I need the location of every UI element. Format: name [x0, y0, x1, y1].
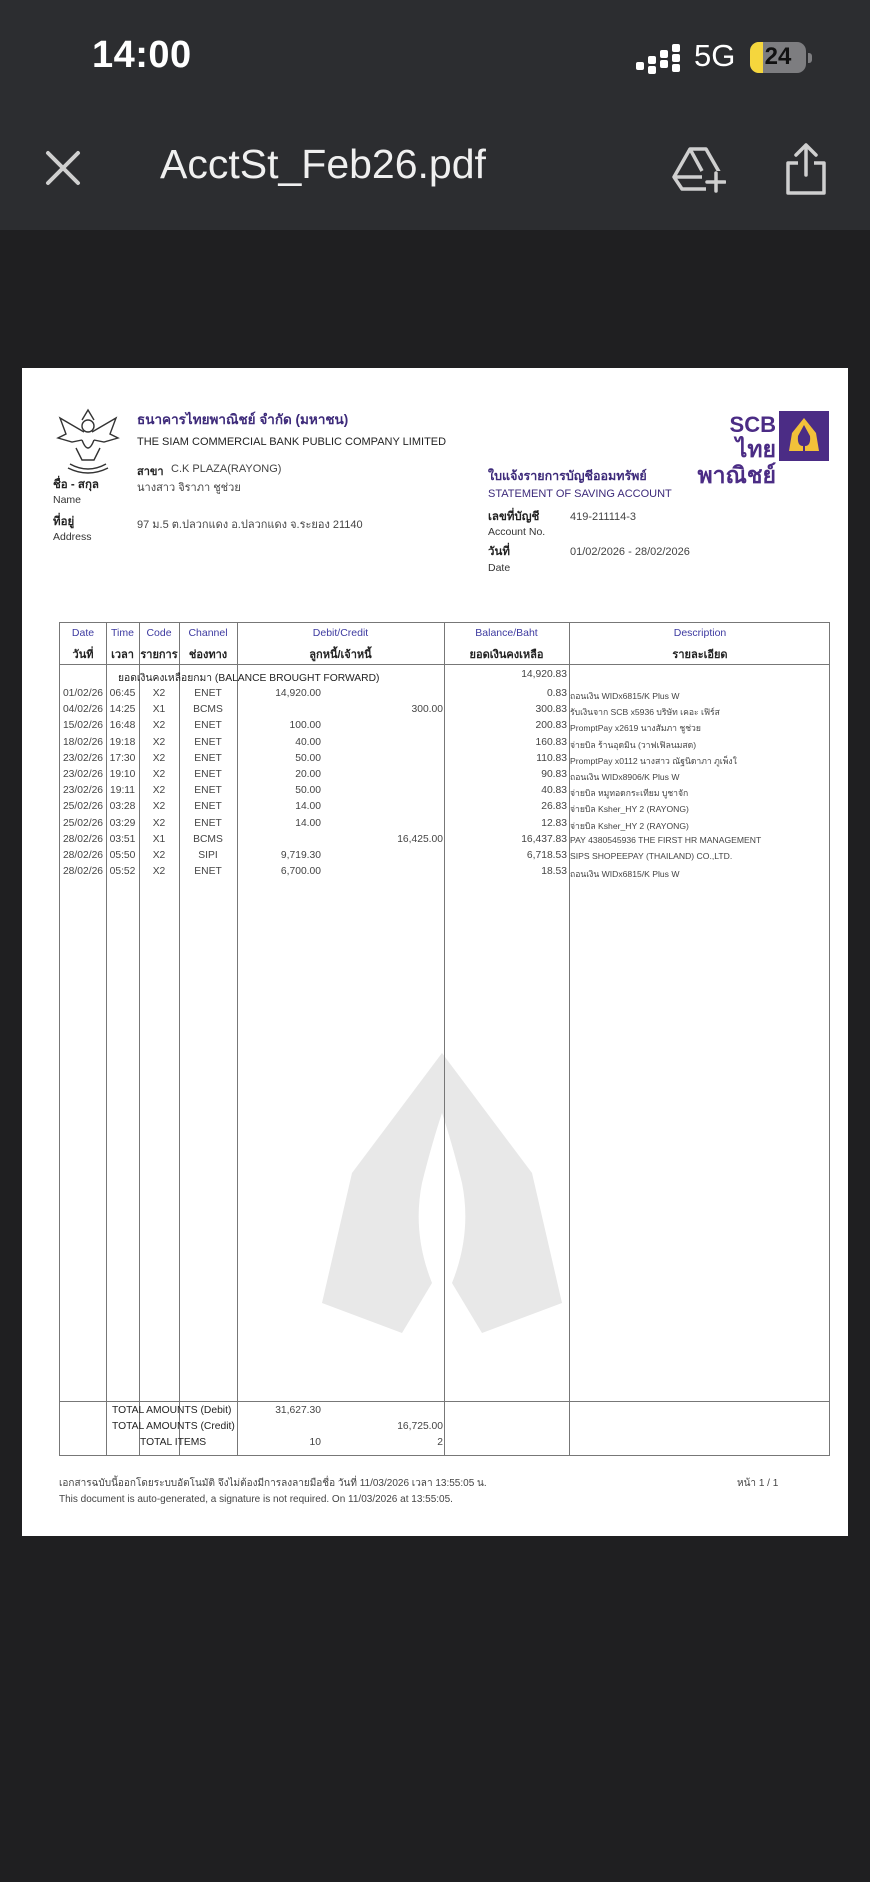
row-debit: 14.00 — [295, 817, 321, 829]
row-channel: ENET — [194, 817, 222, 829]
row-debit: 50.00 — [295, 752, 321, 764]
col-header-channel: Channel — [188, 627, 228, 639]
row-description: PromptPay x2619 นางสัมภา ชูช่วย — [570, 723, 701, 734]
row-time: 05:50 — [109, 850, 136, 861]
battery-icon — [750, 42, 806, 73]
col-header-date-th: วันที่ — [72, 649, 94, 661]
date-label-english: Date — [488, 562, 511, 574]
row-credit: 300.00 — [411, 704, 443, 716]
row-debit: 50.00 — [295, 785, 321, 797]
row-debit: 9,719.30 — [280, 850, 321, 861]
total-credit-label: TOTAL AMOUNTS (Credit) — [112, 1421, 235, 1432]
row-code: X2 — [152, 850, 166, 861]
total-items-credit: 2 — [437, 1437, 443, 1448]
row-description: ถอนเงิน WIDx6815/K Plus W — [570, 869, 680, 880]
row-channel: ENET — [194, 866, 222, 878]
row-date: 28/02/26 — [62, 833, 104, 845]
row-balance: 40.83 — [541, 785, 567, 797]
branch-value: C.K PLAZA(RAYONG) — [171, 463, 282, 475]
share-icon[interactable] — [784, 141, 828, 197]
row-channel: BCMS — [193, 704, 223, 716]
row-date: 18/02/26 — [62, 736, 104, 748]
file-name: AcctSt_Feb26.pdf — [160, 141, 486, 187]
row-channel: SIPI — [198, 850, 218, 861]
row-balance: 300.83 — [535, 704, 567, 716]
row-time: 16:48 — [109, 720, 136, 732]
row-balance: 110.83 — [536, 752, 567, 764]
row-debit: 100.00 — [289, 720, 321, 732]
account-label-thai: เลขที่บัญชี — [488, 511, 540, 523]
col-header-description-th: รายละเอียด — [672, 649, 728, 661]
row-time: 03:28 — [109, 801, 136, 813]
total-credit-amount: 16,725.00 — [397, 1421, 443, 1432]
network-type: 5G — [694, 38, 736, 73]
row-description: PAY 4380545936 THE FIRST HR MANAGEMENT — [570, 834, 762, 845]
footer-note-thai: เอกสารฉบับนี้ออกโดยระบบอัตโนมัติ จึงไม่ต้องมีการลงลายมือชื่อ วันที่ 11/03/2026 เวลา 13:55:05 น. — [59, 1478, 487, 1489]
row-debit: 40.00 — [295, 736, 321, 748]
battery-level: 24 — [764, 43, 792, 70]
scb-logo-icon — [779, 411, 829, 461]
battery-tip — [808, 53, 812, 63]
row-date: 25/02/26 — [62, 817, 104, 829]
row-date: 28/02/26 — [62, 866, 104, 878]
address-label-thai: ที่อยู่ — [53, 516, 75, 528]
row-description: จ่ายบิล ร้านอุดมิน (วาฟเฟิลนมสด) — [570, 739, 697, 750]
account-label-english: Account No. — [488, 526, 546, 538]
row-channel: ENET — [194, 736, 222, 748]
col-header-debit-credit: Debit/Credit — [312, 627, 369, 639]
brought-forward-amount: 14,920.83 — [521, 669, 567, 680]
row-description: จ่ายบิล Ksher_HY 2 (RAYONG) — [570, 820, 689, 831]
row-channel: ENET — [194, 688, 222, 699]
row-time: 19:11 — [109, 785, 135, 797]
brought-forward-label: ยอดเงินคงเหลือยกมา (BALANCE BROUGHT FORWARD) — [118, 673, 380, 684]
totals-divider — [60, 1401, 829, 1402]
row-balance: 160.83 — [535, 736, 567, 748]
row-date: 23/02/26 — [62, 785, 104, 797]
bank-name-thai: ธนาคารไทยพาณิชย์ จำกัด (มหาชน) — [137, 412, 349, 427]
row-balance: 6,718.53 — [526, 850, 567, 861]
account-number: 419-211114-3 — [570, 511, 637, 523]
customer-address: 97 ม.5 ต.ปลวกแดง อ.ปลวกแดง จ.ระยอง 21140 — [137, 519, 363, 531]
bank-name-english: THE SIAM COMMERCIAL BANK PUBLIC COMPANY LIMITED — [137, 436, 447, 448]
row-code: X2 — [152, 801, 166, 813]
row-code: X2 — [152, 720, 166, 732]
col-header-balance-th: ยอดเงินคงเหลือ — [469, 649, 544, 661]
page-number: หน้า 1 / 1 — [737, 1478, 779, 1489]
row-time: 03:29 — [109, 817, 136, 829]
statement-period: 01/02/2026 - 28/02/2026 — [570, 546, 690, 558]
row-code: X2 — [152, 752, 166, 764]
footer-note-english: This document is auto-generated, a signature is not required. On 11/03/2026 at 13:55:05. — [59, 1494, 453, 1505]
total-items-debit: 10 — [309, 1437, 321, 1448]
col-header-code: Code — [146, 627, 172, 639]
col-divider — [106, 623, 107, 1455]
total-items-label: TOTAL ITEMS — [140, 1437, 207, 1448]
row-balance: 200.83 — [535, 720, 567, 732]
logo-text-en: SCB — [729, 412, 776, 437]
row-channel: ENET — [194, 752, 222, 764]
row-time: 14:25 — [109, 704, 136, 716]
name-label-english: Name — [53, 494, 82, 506]
row-date: 15/02/26 — [62, 720, 104, 732]
row-description: ถอนเงิน WIDx8906/K Plus W — [570, 772, 680, 782]
row-channel: ENET — [194, 769, 222, 780]
row-date: 01/02/26 — [62, 688, 104, 699]
row-code: X2 — [152, 817, 166, 829]
scb-logo-text — [672, 414, 776, 488]
col-header-code-th: รายการ — [140, 649, 178, 661]
row-channel: BCMS — [193, 833, 223, 845]
row-balance: 12.83 — [541, 817, 567, 829]
row-balance: 16,437.83 — [521, 833, 567, 845]
row-date: 23/02/26 — [62, 752, 104, 764]
row-debit: 14.00 — [295, 801, 321, 813]
row-balance: 90.83 — [541, 769, 567, 780]
date-label-thai: วันที่ — [488, 546, 510, 558]
row-code: X2 — [152, 785, 166, 797]
header-divider — [60, 664, 829, 665]
transactions-table — [59, 622, 830, 1456]
row-balance: 26.83 — [541, 801, 567, 813]
address-label-english: Address — [53, 531, 92, 543]
row-description: จ่ายบิล Ksher_HY 2 (RAYONG) — [570, 804, 689, 815]
scb-watermark-icon — [322, 1053, 562, 1333]
name-label-thai: ชื่อ - สกุล — [53, 479, 99, 491]
row-debit: 14,920.00 — [275, 688, 321, 699]
row-debit: 6,700.00 — [280, 866, 321, 878]
row-date: 28/02/26 — [62, 850, 104, 861]
logo-text-th: ไทยพาณิชย์ — [697, 436, 776, 488]
row-time: 17:30 — [109, 752, 136, 764]
row-code: X2 — [152, 769, 166, 780]
row-debit: 20.00 — [295, 769, 321, 780]
row-time: 06:45 — [109, 688, 136, 699]
col-header-balance: Balance/Baht — [475, 627, 538, 639]
row-time: 19:10 — [109, 769, 136, 780]
row-channel: ENET — [194, 801, 222, 813]
row-description: PromptPay x0112 นางสาว ณัฐนิดาภา ภูเพ็งใ — [570, 755, 737, 766]
col-divider — [444, 623, 445, 1455]
row-code: X1 — [152, 704, 166, 716]
customer-name: นางสาว จิราภา ชูช่วย — [137, 482, 241, 494]
row-code: X1 — [152, 833, 166, 845]
branch-label: สาขา — [137, 466, 164, 478]
viewer-toolbar — [0, 105, 870, 230]
row-balance: 18.53 — [541, 866, 567, 878]
col-divider — [139, 623, 140, 1455]
row-time: 03:51 — [109, 833, 136, 845]
col-header-description: Description — [673, 627, 727, 639]
row-date: 25/02/26 — [62, 801, 104, 813]
row-time: 05:52 — [109, 866, 136, 878]
row-code: X2 — [152, 736, 166, 748]
garuda-emblem-icon — [56, 408, 120, 474]
col-divider — [179, 623, 180, 1455]
col-divider — [237, 623, 238, 1455]
signal-icon — [636, 44, 682, 74]
col-header-time-th: เวลา — [111, 649, 134, 661]
total-debit-label: TOTAL AMOUNTS (Debit) — [112, 1405, 232, 1416]
statement-title-thai: ใบแจ้งรายการบัญชีออมทรัพย์ — [488, 469, 647, 483]
row-description: จ่ายบิล หมูทอดกระเทียม บูชาจัก — [570, 788, 689, 799]
col-header-time: Time — [111, 627, 134, 639]
col-header-channel-th: ช่องทาง — [188, 649, 228, 661]
row-channel: ENET — [194, 720, 222, 732]
row-credit: 16,425.00 — [397, 833, 443, 845]
row-date: 04/02/26 — [62, 704, 104, 716]
total-debit-amount: 31,627.30 — [275, 1405, 321, 1416]
row-description: ถอนเงิน WIDx6815/K Plus W — [570, 691, 680, 701]
col-header-debit-credit-th: ลูกหนี้/เจ้าหนี้ — [309, 649, 372, 661]
row-channel: ENET — [194, 785, 222, 797]
row-code: X2 — [152, 866, 166, 878]
status-bar — [0, 0, 870, 105]
row-date: 23/02/26 — [62, 769, 104, 780]
row-time: 19:18 — [109, 736, 136, 748]
status-time: 14:00 — [92, 34, 192, 76]
row-description: รับเงินจาก SCB x5936 บริษัท เคอะ เฟิร์ส — [570, 707, 720, 718]
row-balance: 0.83 — [546, 688, 567, 699]
add-to-drive-icon[interactable] — [672, 145, 726, 193]
statement-title-english: STATEMENT OF SAVING ACCOUNT — [488, 488, 672, 500]
pdf-page — [22, 368, 848, 1536]
row-description: SIPS SHOPEEPAY (THAILAND) CO.,LTD. — [570, 851, 733, 861]
row-code: X2 — [152, 688, 166, 699]
col-header-date: Date — [71, 627, 95, 639]
close-icon[interactable] — [42, 147, 84, 189]
